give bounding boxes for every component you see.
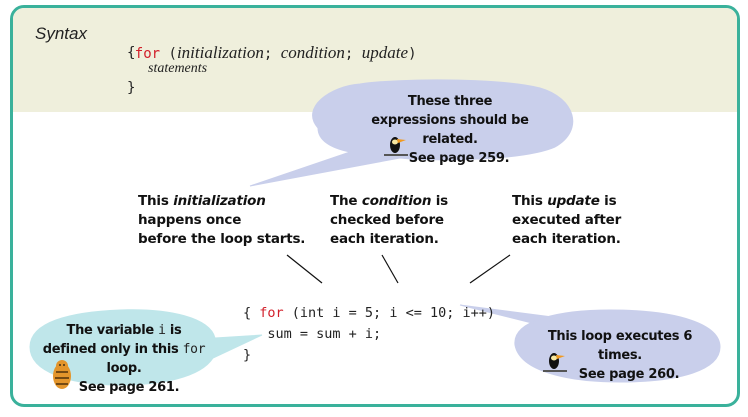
pointer-line-update (470, 255, 510, 283)
syntax-label: Syntax (35, 24, 87, 43)
left-bubble-text (34, 321, 214, 397)
left-bubble-line2: defined only in this for loop. (42, 342, 206, 376)
callout-initialization: This initialization happens once before the loop starts. (138, 193, 306, 247)
callout-update: This update is executed after each iteration. (512, 193, 622, 247)
pointer-line-cond (382, 255, 398, 283)
term-condition: condition (361, 193, 432, 209)
syntax-update: update (361, 43, 409, 62)
paren-open: ( (160, 46, 177, 62)
syntax-brace-close: } (127, 80, 136, 96)
example-header: (int i = 5; i <= 10; i++) (283, 305, 495, 321)
callout-condition: The condition is checked before each iteration. (330, 193, 449, 247)
pointer-line-init (287, 255, 322, 283)
semicolon: ; (263, 46, 281, 62)
example-for-line (243, 282, 495, 324)
term-initialization: initialization (173, 193, 266, 209)
left-bubble-line1: The variable i is (66, 323, 182, 338)
code-for: for (182, 342, 206, 357)
right-bubble-line1: This loop executes 6 times. (547, 329, 693, 363)
top-bubble-line1: These three (407, 94, 493, 109)
code-i: i (158, 323, 166, 338)
syntax-for-line (127, 26, 417, 63)
left-bubble-line3: See page 261. (78, 380, 180, 395)
example-brace-close: } (243, 347, 252, 363)
term-update: update (547, 193, 600, 209)
example-brace-open: { (243, 305, 252, 321)
syntax-statements: statements (148, 61, 208, 76)
syntax-brace-open: { (127, 45, 136, 61)
semicolon: ; (344, 46, 362, 62)
syntax-initialization: initialization (176, 43, 264, 62)
paren-close: ) (408, 46, 417, 62)
keyword-for: for (259, 305, 284, 321)
example-body: sum = sum + i; (243, 326, 382, 342)
keyword-for: for (134, 46, 161, 62)
top-bubble-text (350, 92, 550, 168)
right-bubble-text (525, 327, 715, 384)
syntax-condition: condition (280, 43, 345, 62)
right-bubble-line2: See page 260. (578, 367, 680, 382)
top-bubble-line2: expressions should be related. (371, 113, 529, 147)
top-bubble-line3: See page 259. (408, 151, 510, 166)
